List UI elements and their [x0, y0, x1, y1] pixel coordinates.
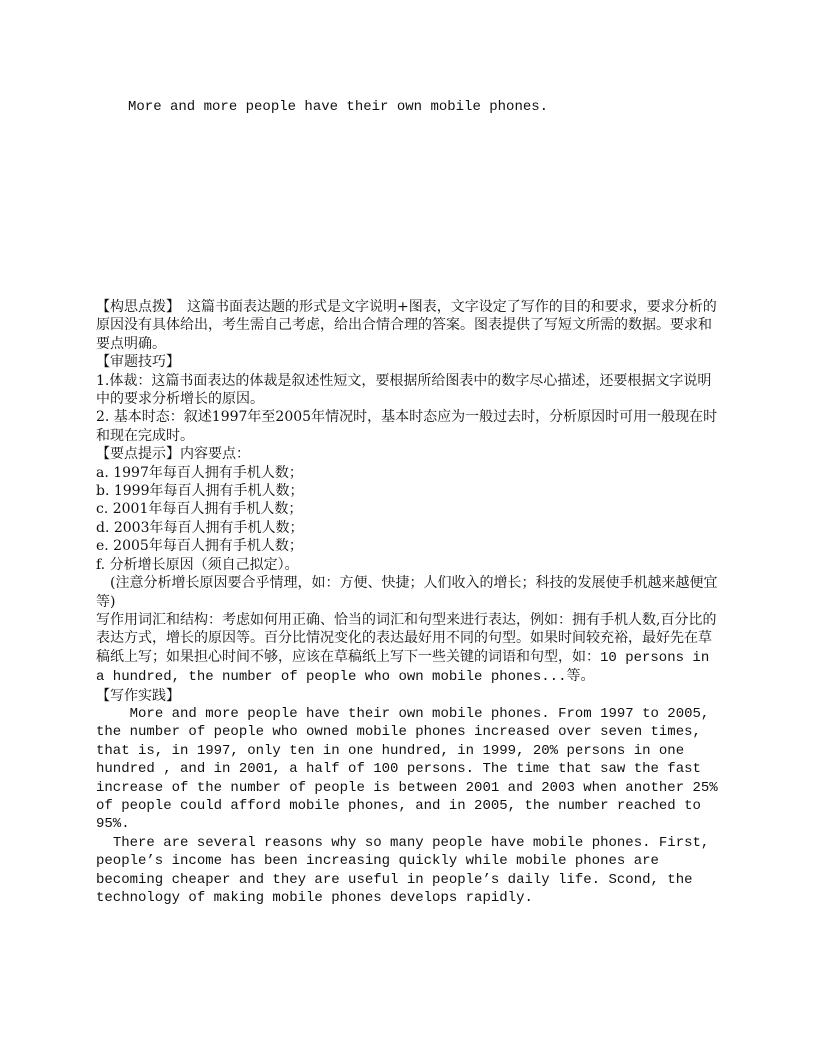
- vocab-text-end: 等。: [566, 668, 595, 685]
- yaodian-heading: 【要点提示】: [96, 446, 180, 463]
- point-item: d. 2003年每百人拥有手机人数；: [96, 519, 304, 536]
- point-item: b. 1999年每百人拥有手机人数；: [96, 483, 304, 500]
- point-item: c. 2001年每百人拥有手机人数；: [96, 501, 303, 518]
- yaodian-intro: 内容要点：: [180, 446, 250, 463]
- point-item: f. 分析增长原因（须自己拟定）。: [96, 556, 299, 573]
- yaodian-paragraph: [96, 445, 722, 463]
- shenti-point-1: 1.体裁：这篇书面表达的体裁是叙述性短文，要根据所给图表中的数字尽心描述，还要根据文字说明中的要求分析增长的原因。: [96, 372, 712, 408]
- essay-paragraph-2: There are several reasons why so many people have mobile phones. First, people’s income has been increasing quickly while mobile phones are becoming cheaper and they are useful in people’s daily life. Scond, the technology of making mobile phones develops rapidly.: [96, 834, 718, 906]
- explanation-body: [96, 298, 727, 907]
- shenti-point-2: 2. 基本时态：叙述1997年至2005年情况时，基本时态应为一般过去时，分析原因时可用一般现在时和现在完成时。: [96, 409, 718, 444]
- gousi-text: 这篇书面表达题的形式是文字说明+图表，文字设定了写作的目的和要求，要求分析的原因没有具体给出，考生需自己考虑，给出合情合理的答案。图表提供了写短文所需的数据。要求和要点明确。: [96, 299, 717, 352]
- point-item: e. 2005年每百人拥有手机人数；: [96, 538, 303, 555]
- gousi-paragraph: [96, 298, 722, 353]
- gousi-heading: 【构思点拨】: [96, 299, 173, 315]
- vocab-paragraph: [96, 611, 722, 687]
- note-paragraph: (注意分析增长原因要合乎情理，如：方便、快捷；人们收入的增长；科技的发展使手机越来越便宜等): [96, 575, 718, 610]
- essay-paragraph-1: More and more people have their own mobile phones. From 1997 to 2005, the number of people who owned mobile phones increased over seven times, that is, in 1997, only ten in one hundred, in 1999, 20% persons in one hundred , and in 2001, a half of 100 persons. The time that saw the fast increase of the number of people is between 2001 and 2003 when another 25% of people could afford mobile phones, and in 2005, the number reached to 95%.: [96, 705, 727, 833]
- point-item: a. 1997年每百人拥有手机人数；: [96, 464, 303, 481]
- practice-heading: 【写作实践】: [96, 687, 180, 704]
- vocab-text-en: 10 persons in a hundred, the number of people who own mobile phones...: [96, 649, 710, 686]
- shenti-heading: 【审题技巧】: [96, 354, 180, 371]
- intro-sentence: More and more people have their own mobile phones.: [128, 99, 549, 115]
- vocab-text-cn: 写作用词汇和结构：考虑如何用正确、恰当的词汇和句型来进行表达，例如：拥有手机人数,百分比的表达方式，增长的原因等。百分比情况变化的表达最好用不同的句型。如果时间较充裕，最好先在草稿纸上写；如果担心时间不够，应该在草稿纸上写下一些关键的词语和句型，如：: [96, 611, 717, 665]
